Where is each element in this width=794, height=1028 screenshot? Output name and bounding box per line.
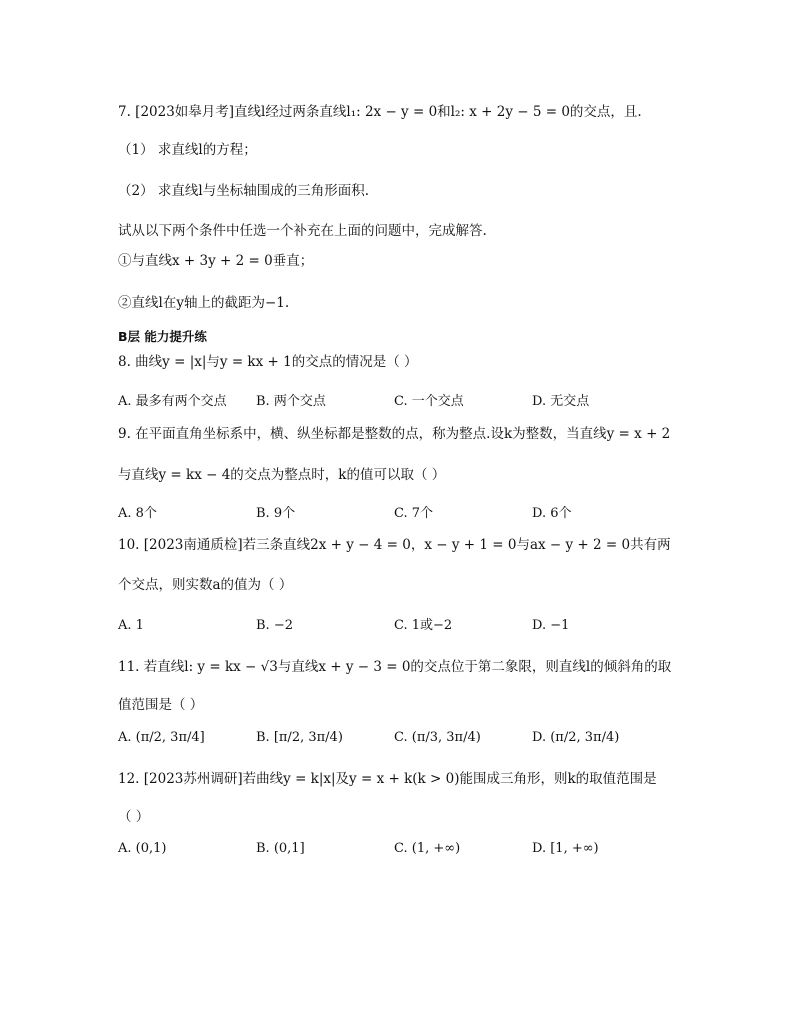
section-b-heading: B层 能力提升练	[118, 329, 207, 344]
q8-option-c: C. 一个交点	[394, 394, 464, 409]
q7-stem: 7. [2023如皋月考]直线l经过两条直线l₁: 2x − y = 0和l₂: x + 2y − 5 = 0的交点，且.	[118, 104, 642, 120]
q10-stem-line2: 个交点，则实数a的值为（ ）	[118, 577, 293, 593]
q9-option-c: C. 7个	[394, 506, 434, 521]
q9-option-d: D. 6个	[532, 506, 572, 521]
q10-stem-line1: 10. [2023南通质检]若三条直线2x + y − 4 = 0，x − y + 1 = 0与ax − y + 2 = 0共有两	[118, 537, 671, 553]
q10-options	[118, 615, 678, 637]
q12-stem-line1: 12. [2023苏州调研]若曲线y = k|x|及y = x + k(k > 0)能围成三角形，则k的取值范围是	[118, 771, 657, 787]
q10-option-b: B. −2	[256, 618, 293, 633]
q12-option-d: D. [1, +∞)	[532, 841, 599, 856]
q11-options	[118, 727, 678, 749]
q11-option-a: A. (π/2, 3π/4]	[118, 730, 205, 745]
q12-option-c: C. (1, +∞)	[394, 841, 461, 856]
q7-part2: （2） 求直线l与坐标轴围成的三角形面积.	[118, 183, 369, 199]
q11-stem-line1: 11. 若直线l: y = kx − √3与直线x + y − 3 = 0的交点位于第二象限，则直线l的倾斜角的取	[118, 659, 672, 675]
q7-instruction: 试从以下两个条件中任选一个补充在上面的问题中，完成解答.	[118, 223, 487, 239]
q9-stem-line2: 与直线y = kx − 4的交点为整点时，k的值可以取（ ）	[118, 467, 446, 483]
q8-option-d: D. 无交点	[532, 394, 590, 409]
q11-stem-line2: 值范围是（ ）	[118, 697, 204, 713]
q8-option-b: B. 两个交点	[256, 394, 326, 409]
q7-condition-2: ②直线l在y轴上的截距为−1.	[118, 295, 290, 311]
q10-option-c: C. 1或−2	[394, 618, 453, 633]
q10-option-d: D. −1	[532, 618, 570, 633]
q7-condition-1: ①与直线x + 3y + 2 = 0垂直；	[118, 253, 314, 269]
q9-option-b: B. 9个	[256, 506, 296, 521]
q12-options	[118, 838, 678, 860]
q12-stem-line2: （ ）	[118, 809, 150, 825]
q12-option-a: A. (0,1)	[118, 841, 167, 856]
q11-option-b: B. [π/2, 3π/4)	[256, 730, 343, 745]
q8-option-a: A. 最多有两个交点	[118, 394, 227, 409]
q9-options	[118, 503, 678, 525]
q11-option-c: C. (π/3, 3π/4)	[394, 730, 481, 745]
q10-option-a: A. 1	[118, 618, 144, 633]
q12-option-b: B. (0,1]	[256, 841, 305, 856]
q8-options	[118, 391, 678, 413]
q11-option-d: D. (π/2, 3π/4)	[532, 730, 620, 745]
q8-stem: 8. 曲线y = |x|与y = kx + 1的交点的情况是（ ）	[118, 354, 418, 370]
q7-part1: （1） 求直线l的方程；	[118, 142, 257, 158]
q9-stem-line1: 9. 在平面直角坐标系中，横、纵坐标都是整数的点，称为整点.设k为整数，当直线y = x + 2	[118, 426, 671, 442]
q9-option-a: A. 8个	[118, 506, 157, 521]
